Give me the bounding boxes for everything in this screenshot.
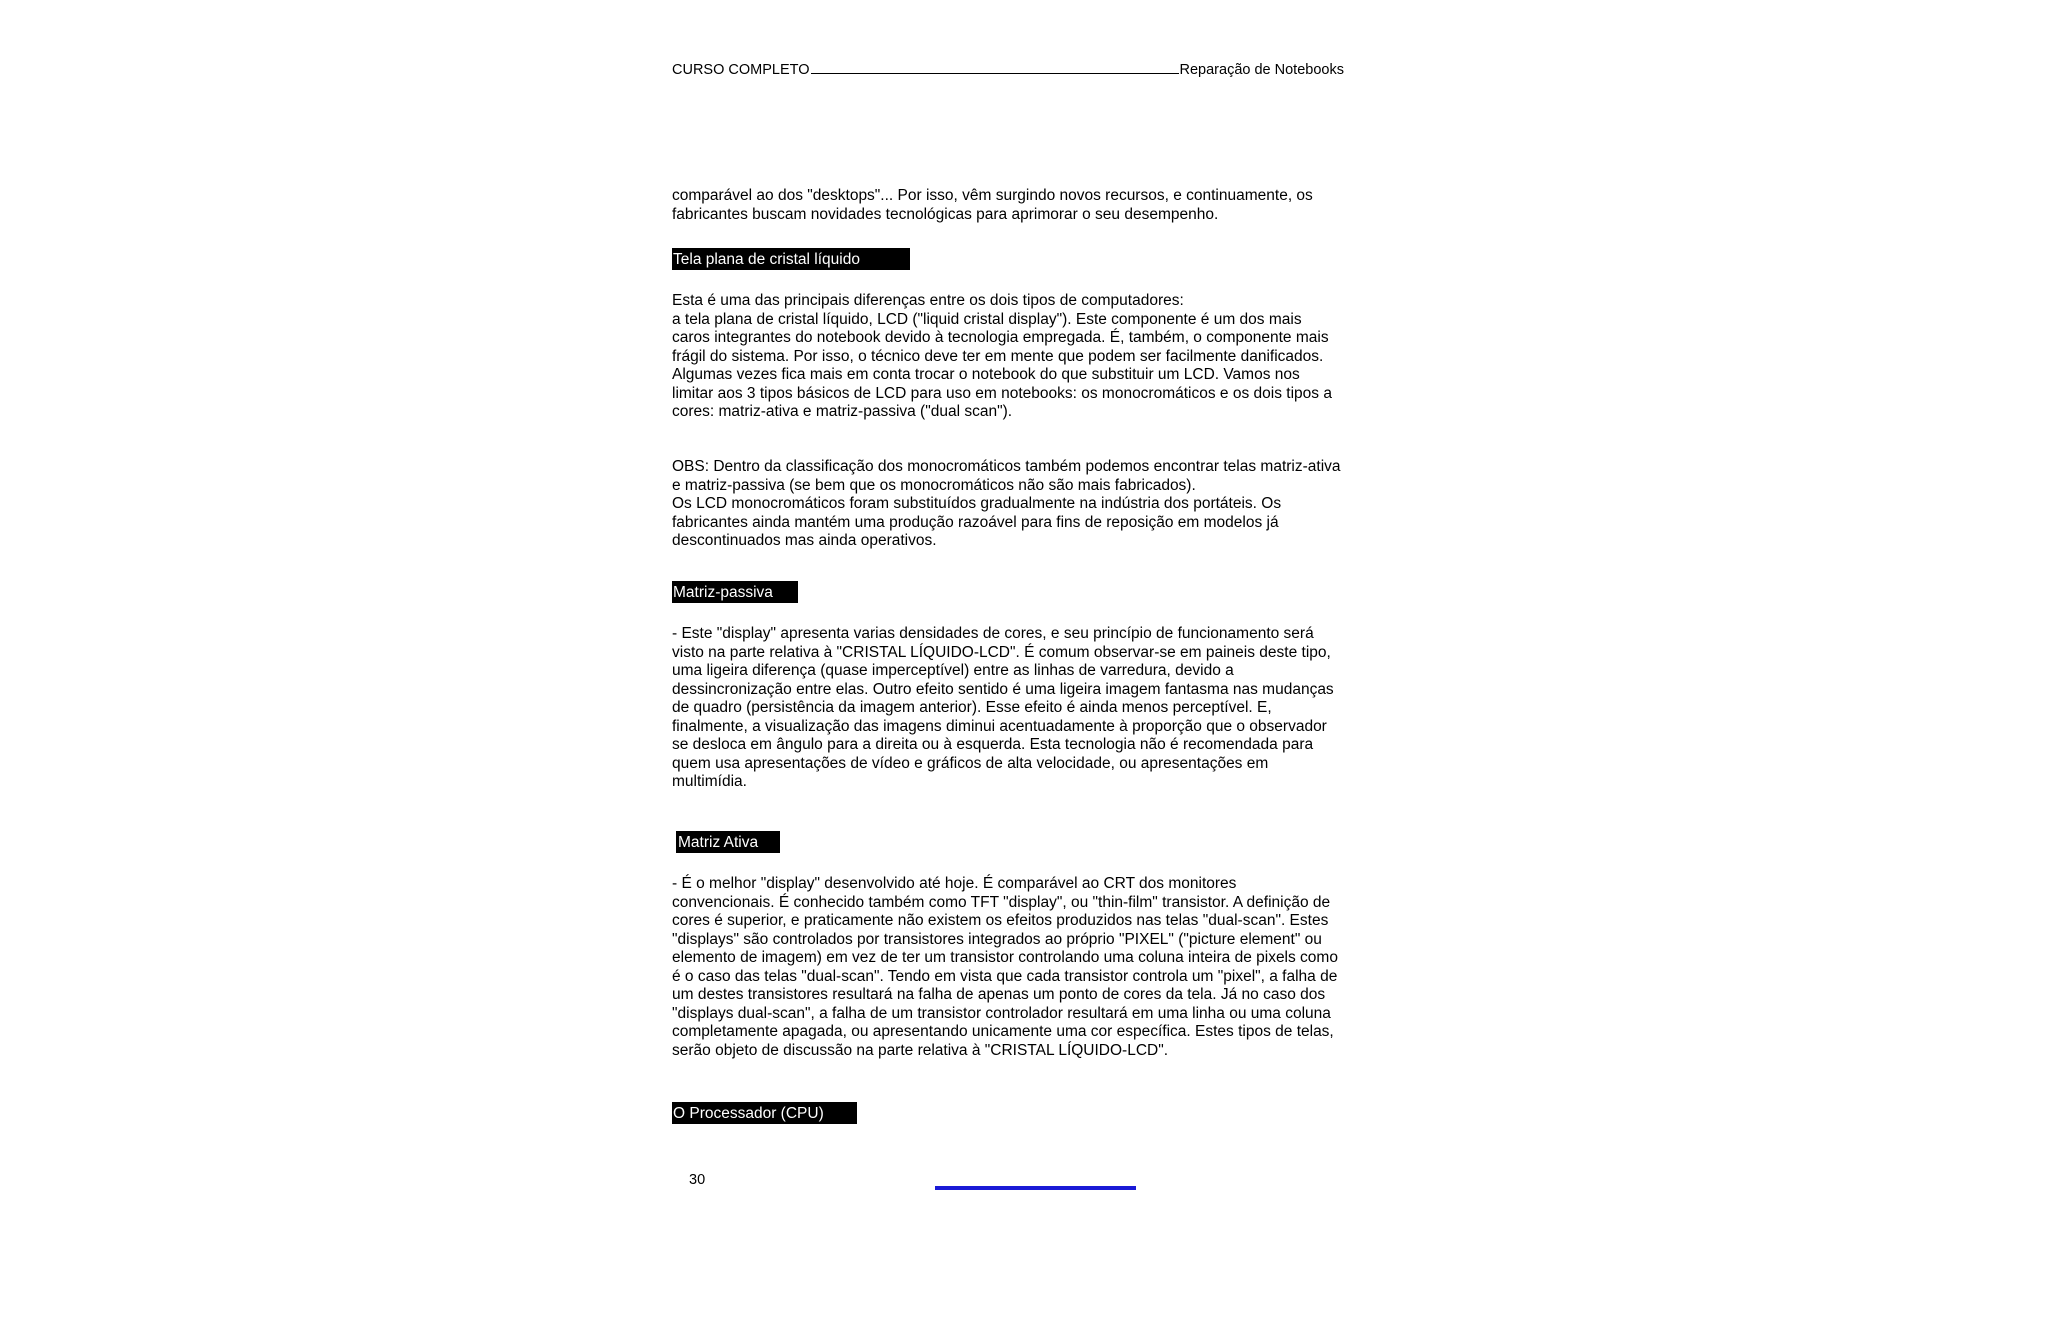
page-number: 30 xyxy=(689,1172,706,1188)
header-course-title: CURSO COMPLETO xyxy=(672,62,810,78)
intro-paragraph: comparável ao dos "desktops"... Por isso, vêm surgindo novos recursos, e continuamente, os fabricantes buscam novidades tecnológicas para aprimorar o seu desempenho. xyxy=(672,187,1313,223)
section-heading-lcd: Tela plana de cristal líquido xyxy=(672,248,910,270)
section-heading-active-matrix: Matriz Ativa xyxy=(676,831,780,853)
running-header xyxy=(672,62,1352,79)
section-heading-passive-matrix: Matriz-passiva xyxy=(672,581,798,603)
header-book-title: Reparação de Notebooks xyxy=(1179,62,1344,78)
header-rule xyxy=(811,73,1179,74)
active-matrix-paragraph: - É o melhor "display" desenvolvido até hoje. É comparável ao CRT dos monitores convencionais. É conhecido também como TFT "display", ou "thin-film" transistor. A definição de cores é superior, e praticamente não existem os efeitos produzidos nas telas "dual-scan". Estes "displays" são controlados por transistores integrados ao próprio "PIXEL" ("picture element" ou elemento de imagem) em vez de ter um transistor controlando uma coluna inteira de pixels como é o caso das telas "dual-scan". Tendo em vista que cada transistor controla um "pixel", a falha de um destes transistores resultará na falha de apenas um ponto de cores da tela. Já no caso dos "displays dual-scan", a falha de um transistor controlador resultará em uma linha ou uma coluna completamente apagada, ou apresentando unicamente uma cor específica. Estes tipos de telas, serão objeto de discussão na parte relativa à "CRISTAL LÍQUIDO-LCD". xyxy=(672,875,1338,1059)
section-heading-processor: O Processador (CPU) xyxy=(672,1102,857,1124)
lcd-paragraph: Esta é uma das principais diferenças entre os dois tipos de computadores: a tela plana de cristal líquido, LCD ("liquid cristal display"). Este componente é um dos mais caros integrantes do notebook devido à tecnologia empregada. É, também, o componente mais frágil do sistema. Por isso, o técnico deve ter em mente que podem ser facilmente danificados. Algumas vezes fica mais em conta trocar o notebook do que substituir um LCD. Vamos nos limitar aos 3 tipos básicos de LCD para uso em notebooks: os monocromáticos e os dois tipos a cores: matriz-ativa e matriz-passiva ("dual scan"). xyxy=(672,292,1332,420)
footer-link[interactable] xyxy=(935,1186,1136,1190)
obs-paragraph: OBS: Dentro da classificação dos monocromáticos também podemos encontrar telas matriz-ativa e matriz-passiva (se bem que os monocromáticos não são mais fabricados). Os LCD monocromáticos foram substituídos gradualmente na indústria dos portáteis. Os fabricantes ainda mantém uma produção razoável para fins de reposição em modelos já descontinuados mas ainda operativos. xyxy=(672,458,1341,549)
passive-matrix-paragraph: - Este "display" apresenta varias densidades de cores, e seu princípio de funcionamento será visto na parte relativa à "CRISTAL LÍQUIDO-LCD". É comum observar-se em paineis deste tipo, uma ligeira diferença (quase imperceptível) entre as linhas de varredura, devido a dessincronização entre elas. Outro efeito sentido é uma ligeira imagem fantasma nas mudanças de quadro (persistência da imagem anterior). Esse efeito é ainda menos perceptível. E, finalmente, a visualização das imagens diminui acentuadamente à proporção que o observador se desloca em ângulo para a direita ou à esquerda. Esta tecnologia não é recomendada para quem usa apresentações de vídeo e gráficos de alta velocidade, ou apresentações em multimídia. xyxy=(672,625,1334,790)
